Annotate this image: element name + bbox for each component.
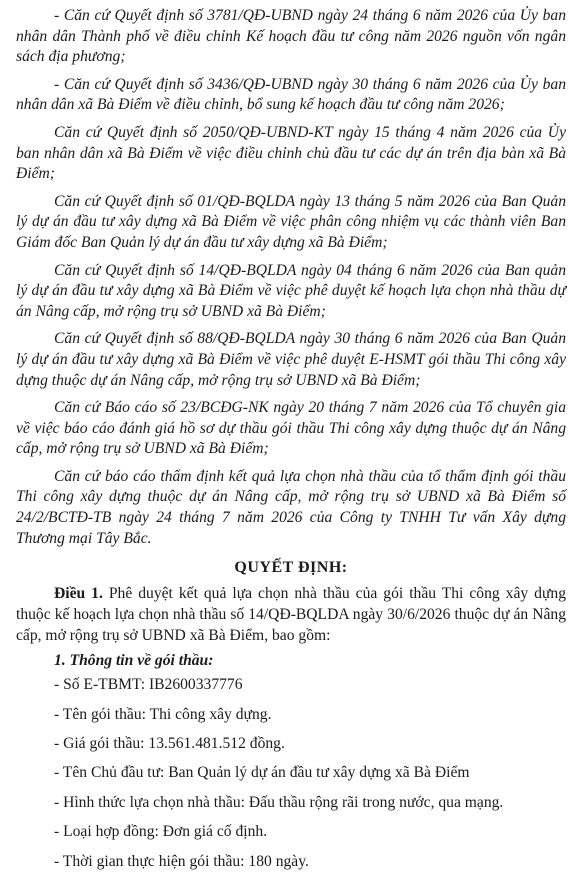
preamble-paragraph: Căn cứ Báo cáo số 23/BCĐG-NK ngày 20 tháng 7 năm 2026 của Tổ chuyên gia về việc báo cáo đánh giá hồ sơ dự thầu gói thầu Thi công xây dựng thuộc dự án Nâng cấp, mở rộng trụ sở UBND xã Bà Điểm; <box>16 399 566 458</box>
preamble-paragraph: Căn cứ báo cáo thẩm định kết quả lựa chọn nhà thầu của tổ thẩm định gói thầu Thi công xây dựng thuộc dự án Nâng cấp, mở rộng trụ sở UBND xã Bà Điểm số 24/2/BCTĐ-TB ngày 24 tháng 7 năm 2026 của Công ty TNHH Tư vấn Xây dựng Thương mại Tây Bắc. <box>16 467 566 547</box>
preamble-paragraph: Căn cứ Quyết định số 2050/QĐ-UBND-KT ngày 15 tháng 4 năm 2026 của Ủy ban nhân dân xã Bà Điểm về việc điều chỉnh chủ đầu tư các dự án trên địa bàn xã Bà Điểm; <box>16 123 566 183</box>
article-1-text: Phê duyệt kết quả lựa chọn nhà thầu của gói thầu Thi công xây dựng thuộc kế hoạch lựa chọn nhà thầu số 14/QĐ-BQLDA ngày 30/6/2026 thuộc dự án Nâng cấp, mở rộng trụ sở UBND xã Bà Điểm, bao gồm: <box>16 585 567 645</box>
article-1 <box>16 583 566 646</box>
package-item: - Loại hợp đồng: Đơn giá cố định. <box>54 823 268 841</box>
package-item: - Thời gian thực hiện gói thầu: 180 ngày. <box>54 852 309 870</box>
article-1-lead: Điều 1. <box>54 585 103 603</box>
preamble-paragraph: - Căn cứ Quyết định số 3436/QĐ-UBND ngày 30 tháng 6 năm 2026 của Ủy ban nhân dân xã Bà Điểm về điều chỉnh, bổ sung kế hoạch đầu tư công năm 2026; <box>16 75 566 114</box>
preamble-paragraph: Căn cứ Quyết định số 88/QĐ-BQLDA ngày 30 tháng 6 năm 2026 của Ban Quản lý dự án đầu tư xây dựng xã Bà Điểm về việc phê duyệt E-HSMT gói thầu Thi công xây dựng thuộc dự án Nâng cấp, mở rộng trụ sở UBND xã Bà Điểm; <box>16 330 566 389</box>
preamble-paragraph: Căn cứ Quyết định số 01/QĐ-BQLDA ngày 13 tháng 5 năm 2026 của Ban Quản lý dự án đầu tư xây dựng xã Bà Điểm về việc phân công nhiệm vụ các thành viên Ban Giám đốc Ban Quản lý dự án đầu tư xây dựng xã Bà Điểm; <box>16 192 566 251</box>
preamble-paragraph: - Căn cứ Quyết định số 3781/QĐ-UBND ngày 24 tháng 6 năm 2026 của Ủy ban nhân dân Thành phố về điều chỉnh Kế hoạch đầu tư công năm 2026 nguồn vốn ngân sách địa phương; <box>16 7 566 66</box>
package-item: - Giá gói thầu: 13.561.481.512 đồng. <box>54 735 285 753</box>
package-item: - Tên Chủ đầu tư: Ban Quản lý dự án đầu tư xây dựng xã Bà Điểm <box>54 764 470 782</box>
package-item: - Hình thức lựa chọn nhà thầu: Đấu thầu rộng rãi trong nước, qua mạng. <box>54 793 504 811</box>
decision-heading: QUYẾT ĐỊNH: <box>234 559 348 577</box>
package-item: - Số E-TBMT: IB2600337776 <box>54 676 243 694</box>
package-item: - Tên gói thầu: Thi công xây dựng. <box>54 705 272 723</box>
preamble-paragraph: Căn cứ Quyết định số 14/QĐ-BQLDA ngày 04 tháng 6 năm 2026 của Ban quản lý dự án đầu tư xây dựng xã Bà Điểm về việc phê duyệt kế hoạch lựa chọn nhà thầu dự án Nâng cấp, mở rộng trụ sở UBND xã Bà Điểm; <box>16 261 566 320</box>
section-1-title: 1. Thông tin về gói thầu: <box>54 652 214 670</box>
